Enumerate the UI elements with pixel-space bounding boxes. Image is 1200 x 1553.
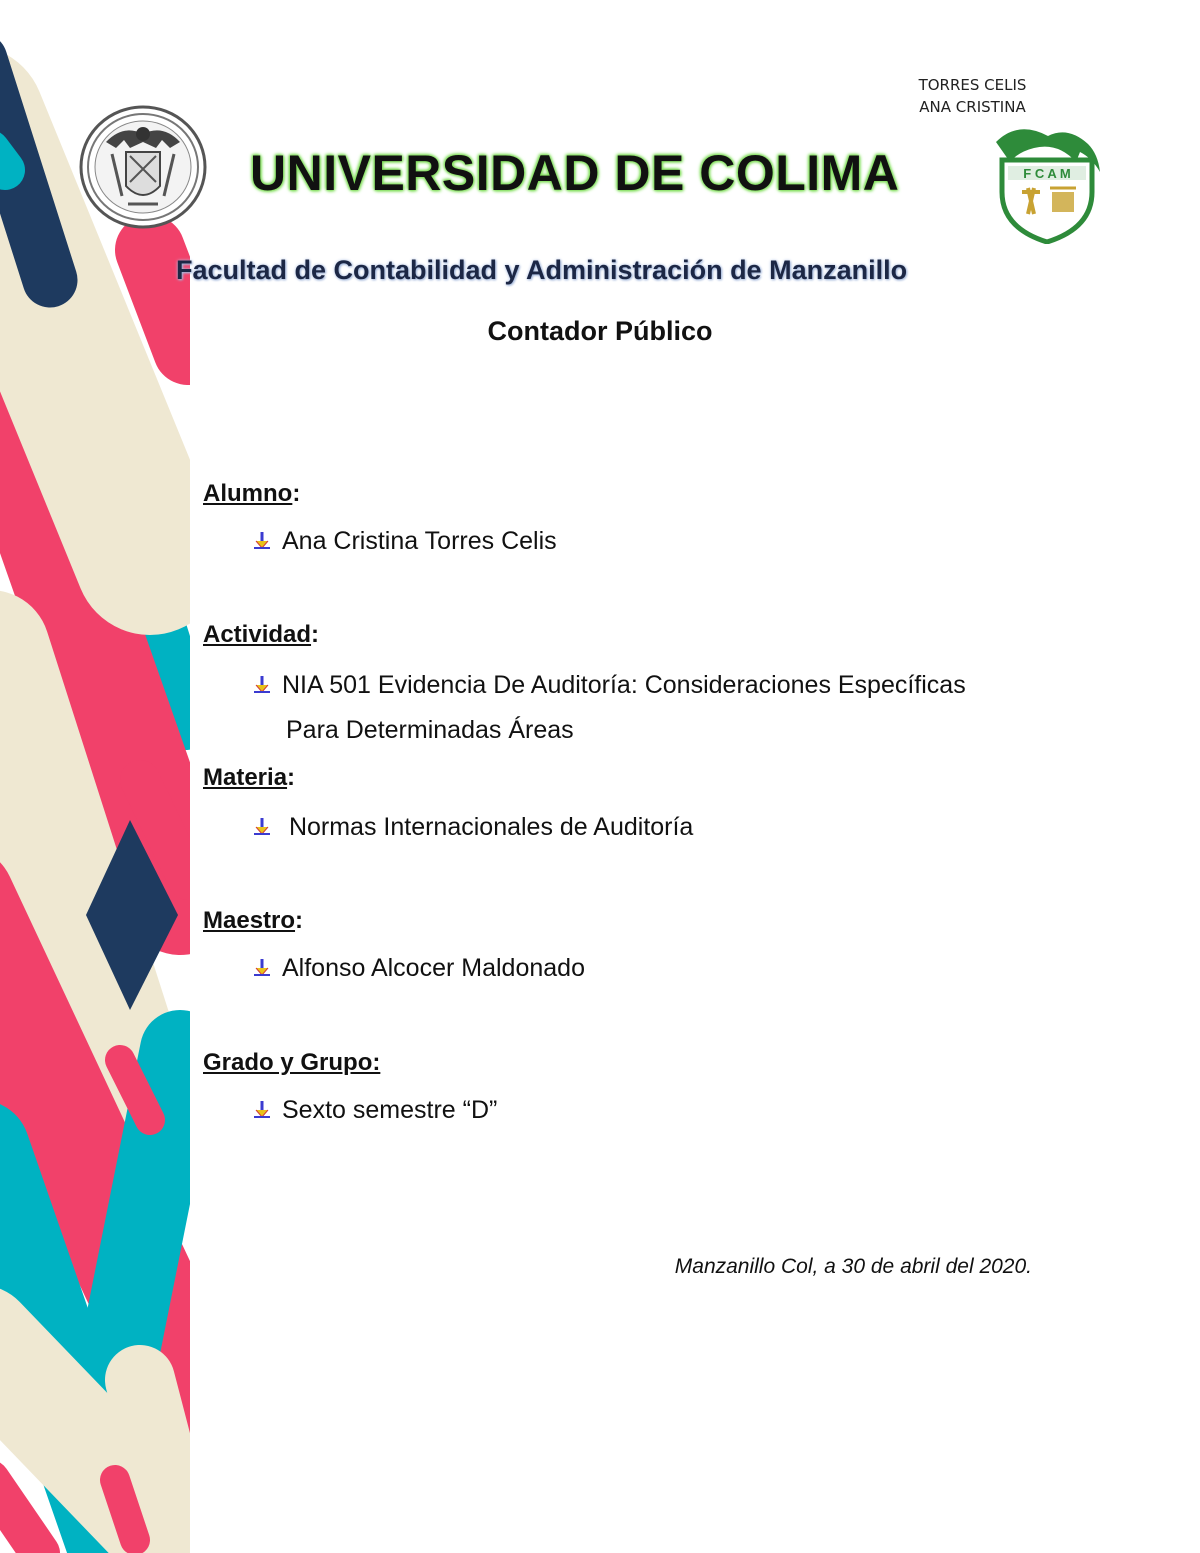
maestro-label-text: Maestro [203, 907, 296, 934]
faculty-title: Facultad de Contabilidad y Administración de Manzanillo [176, 255, 908, 285]
actividad-value-line2: Para Determinadas Áreas [286, 716, 574, 744]
grado-value: Sexto semestre “D” [282, 1096, 498, 1124]
actividad-colon: : [311, 621, 320, 648]
maestro-item [252, 946, 585, 991]
alumno-value: Ana Cristina Torres Celis [282, 527, 557, 555]
arrow-bullet-icon [252, 531, 272, 551]
actividad-label-text: Actividad [203, 621, 312, 648]
career-title: Contador Público [487, 316, 713, 346]
author-given-name: ANA CRISTINA [919, 98, 1026, 116]
alumno-label [203, 480, 300, 508]
place-date: Manzanillo Col, a 30 de abril del 2020. [674, 1255, 1032, 1278]
arrow-bullet-icon [252, 675, 272, 695]
grado-label-text: Grado y Grupo: [203, 1049, 381, 1076]
materia-item [252, 805, 693, 850]
maestro-colon: : [295, 907, 304, 934]
actividad-label [203, 621, 319, 649]
alumno-item [252, 519, 557, 564]
materia-label [203, 764, 295, 792]
decorative-shapes [0, 0, 190, 1553]
arrow-bullet-icon [252, 958, 272, 978]
maestro-label [203, 907, 303, 935]
author-surname: TORRES CELIS [918, 76, 1027, 94]
actividad-item [252, 663, 966, 753]
arrow-bullet-icon [252, 1100, 272, 1120]
alumno-label-text: Alumno [203, 480, 293, 507]
grado-label [203, 1049, 380, 1077]
university-seal-icon [78, 104, 208, 230]
fcam-logo-text: F C A M [1023, 166, 1071, 181]
alumno-colon: : [292, 480, 301, 507]
maestro-value: Alfonso Alcocer Maldonado [282, 954, 585, 982]
materia-value: Normas Internacionales de Auditoría [282, 813, 694, 841]
grado-item [252, 1088, 497, 1133]
materia-colon: : [287, 764, 296, 791]
author-block [880, 74, 1065, 118]
arrow-bullet-icon [252, 817, 272, 837]
fcam-logo-icon [988, 122, 1106, 244]
decorative-band [0, 0, 190, 1553]
actividad-value-line1: NIA 501 Evidencia De Auditoría: Consideraciones Específicas [282, 671, 966, 699]
university-title: UNIVERSIDAD DE COLIMA [250, 145, 900, 201]
materia-label-text: Materia [203, 764, 288, 791]
